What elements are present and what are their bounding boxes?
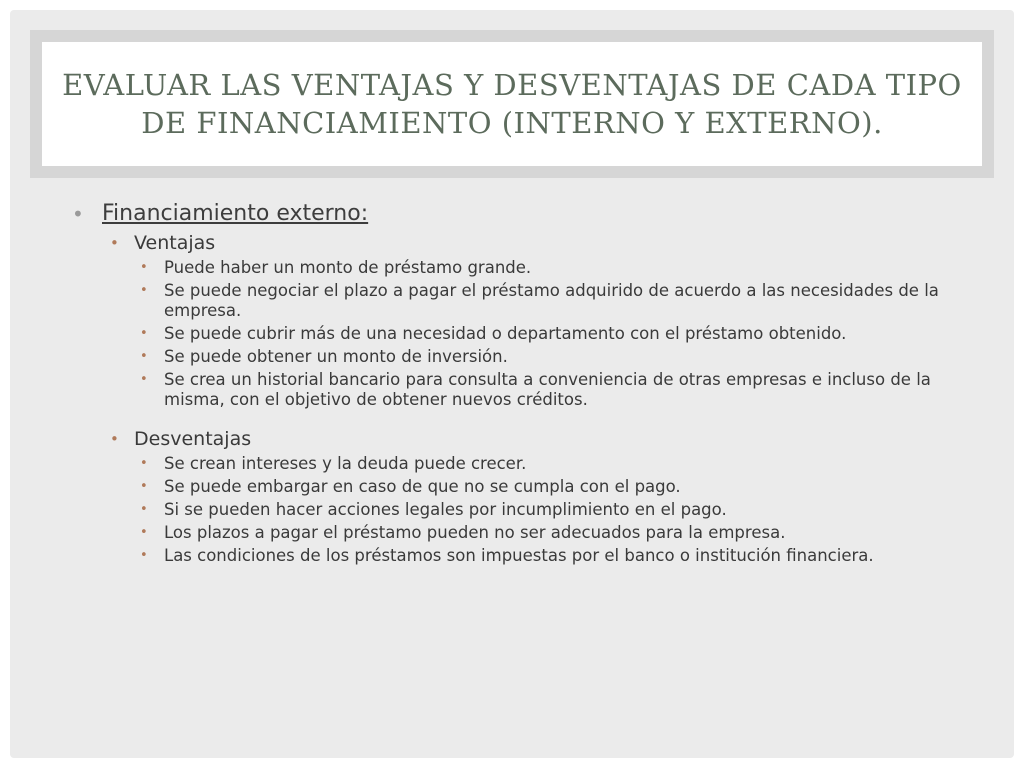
list-item-text: Se puede obtener un monto de inversión. xyxy=(164,347,508,366)
bullet-dot: • xyxy=(140,260,148,275)
slide-content xyxy=(72,200,972,566)
list-item-text: Las condiciones de los préstamos son impuestas por el banco o institución financiera. xyxy=(164,546,874,565)
list-item-text: Puede haber un monto de préstamo grande. xyxy=(164,258,532,277)
list-item xyxy=(72,500,972,520)
title-frame xyxy=(30,30,994,178)
bullet-dot: • xyxy=(140,456,148,471)
bullet-dot: • xyxy=(140,349,148,364)
desventajas-heading-text: Desventajas xyxy=(134,428,252,450)
main-bullet xyxy=(72,200,972,228)
bullet-dot: • xyxy=(72,202,84,226)
slide-title: EVALUAR LAS VENTAJAS Y DESVENTAJAS DE CADA TIPO DE FINANCIAMIENTO (INTERNO Y EXTERNO). xyxy=(62,68,962,140)
bullet-dot: • xyxy=(110,430,119,448)
spacer xyxy=(72,410,972,424)
list-item xyxy=(72,370,972,410)
list-item-text: Se crean intereses y la deuda puede crecer. xyxy=(164,454,527,473)
bullet-dot: • xyxy=(140,548,148,563)
list-item-text: Si se pueden hacer acciones legales por incumplimiento en el pago. xyxy=(164,500,727,519)
list-item-text: Se crea un historial bancario para consulta a conveniencia de otras empresas e incluso de la misma, con el objetivo de obtener nuevos créditos. xyxy=(164,370,931,409)
bullet-dot: • xyxy=(140,283,148,298)
list-item xyxy=(72,546,972,566)
list-item-text: Se puede embargar en caso de que no se cumpla con el pago. xyxy=(164,477,681,496)
ventajas-heading xyxy=(72,231,972,255)
list-item xyxy=(72,281,972,321)
title-box xyxy=(42,42,982,166)
list-item xyxy=(72,523,972,543)
main-bullet-text: Financiamiento externo: xyxy=(102,201,369,226)
ventajas-heading-text: Ventajas xyxy=(134,232,216,254)
slide xyxy=(10,10,1014,758)
bullet-dot: • xyxy=(110,234,119,252)
list-item-text: Los plazos a pagar el préstamo pueden no ser adecuados para la empresa. xyxy=(164,523,786,542)
list-item xyxy=(72,347,972,367)
list-item xyxy=(72,324,972,344)
list-item xyxy=(72,454,972,474)
bullet-dot: • xyxy=(140,502,148,517)
bullet-dot: • xyxy=(140,479,148,494)
desventajas-heading xyxy=(72,427,972,451)
list-item xyxy=(72,258,972,278)
list-item xyxy=(72,477,972,497)
list-item-text: Se puede cubrir más de una necesidad o departamento con el préstamo obtenido. xyxy=(164,324,847,343)
bullet-dot: • xyxy=(140,372,148,387)
bullet-dot: • xyxy=(140,525,148,540)
list-item-text: Se puede negociar el plazo a pagar el préstamo adquirido de acuerdo a las necesidades de la empresa. xyxy=(164,281,939,320)
bullet-dot: • xyxy=(140,326,148,341)
